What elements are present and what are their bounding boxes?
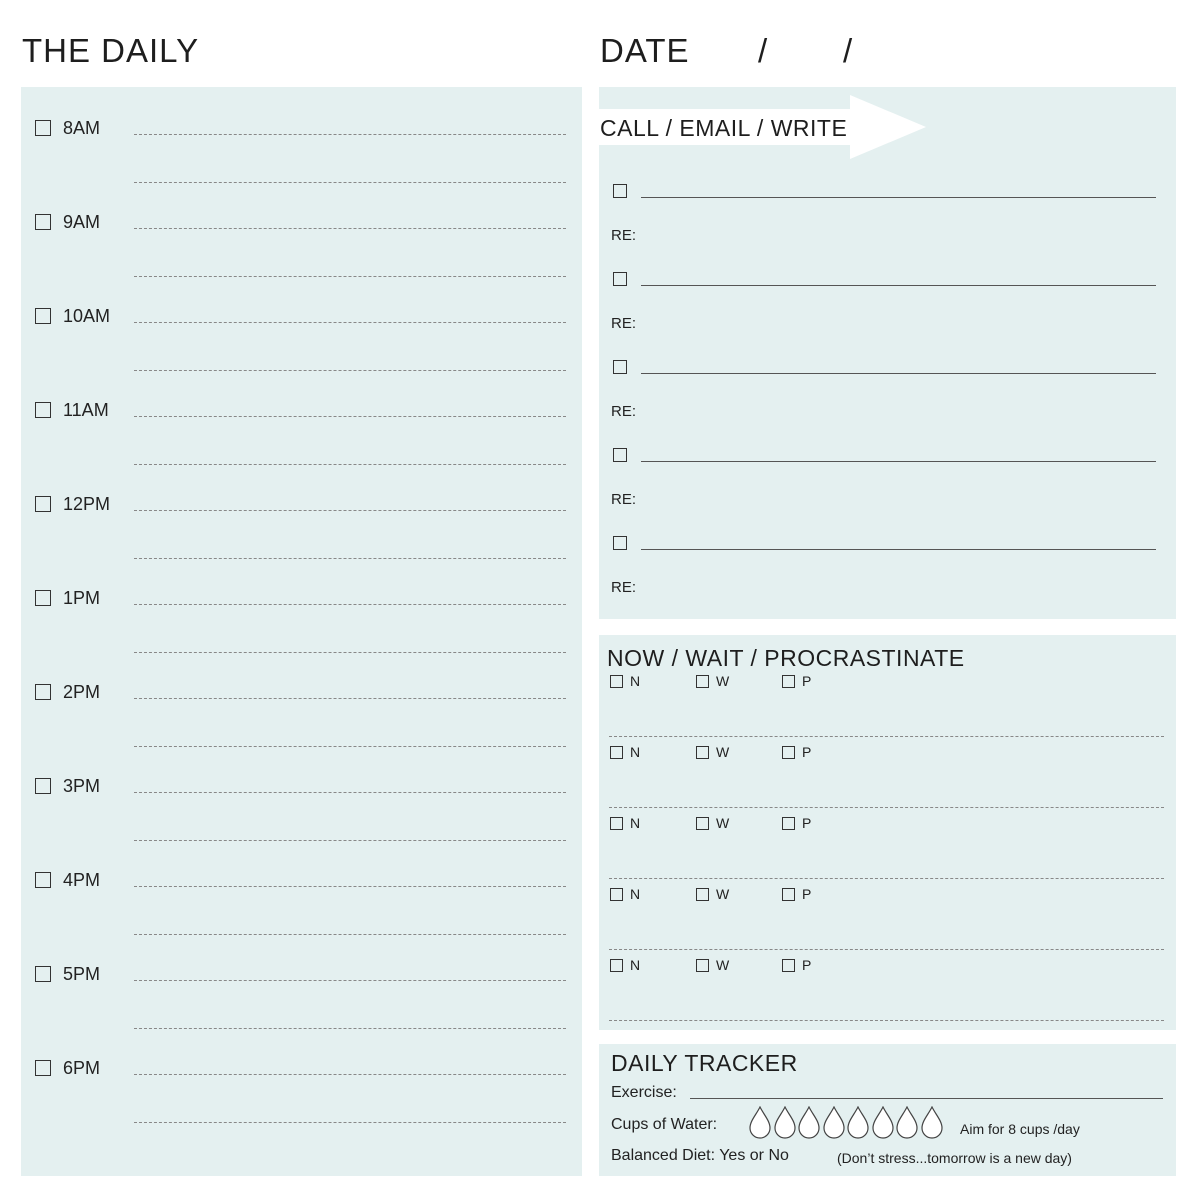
time-checkbox[interactable] (35, 308, 51, 324)
time-label: 8AM (63, 118, 101, 138)
water-drop-icon[interactable] (871, 1106, 895, 1140)
schedule-panel (21, 87, 582, 1176)
water-drop-icon[interactable] (797, 1106, 821, 1140)
date-label: DATE (600, 32, 690, 69)
schedule-line[interactable] (134, 1122, 566, 1123)
schedule-line[interactable] (134, 746, 566, 747)
nwp-option-label: N (630, 673, 641, 689)
nwp-option-label: N (630, 744, 641, 760)
nwp-title: NOW / WAIT / PROCRASTINATE (607, 645, 965, 671)
contact-line[interactable] (641, 373, 1156, 374)
contact-checkbox[interactable] (613, 184, 627, 198)
contact-line[interactable] (641, 461, 1156, 462)
nwp-option-label: W (716, 886, 730, 902)
re-label: RE: (611, 579, 637, 596)
nwp-checkbox[interactable] (610, 817, 623, 830)
schedule-line[interactable] (134, 1074, 566, 1075)
time-checkbox[interactable] (35, 402, 51, 418)
water-drop-icon[interactable] (773, 1106, 797, 1140)
nwp-option-label: W (716, 744, 730, 760)
time-label: 4PM (63, 870, 101, 890)
time-label: 5PM (63, 964, 101, 984)
nwp-line[interactable] (609, 949, 1164, 950)
contact-line[interactable] (641, 285, 1156, 286)
schedule-line[interactable] (134, 886, 566, 887)
nwp-panel (599, 635, 1176, 1030)
nwp-option-label: W (716, 957, 730, 973)
schedule-line[interactable] (134, 322, 566, 323)
schedule-line[interactable] (134, 134, 566, 135)
nwp-option-label: P (802, 744, 812, 760)
time-checkbox[interactable] (35, 966, 51, 982)
nwp-checkbox[interactable] (696, 888, 709, 901)
time-checkbox[interactable] (35, 872, 51, 888)
date-separator: / (758, 32, 769, 69)
nwp-checkbox[interactable] (610, 959, 623, 972)
nwp-option-label: P (802, 673, 812, 689)
time-label: 6PM (63, 1058, 101, 1078)
nwp-line[interactable] (609, 807, 1164, 808)
time-label: 9AM (63, 212, 101, 232)
nwp-line[interactable] (609, 736, 1164, 737)
time-label: 3PM (63, 776, 101, 796)
contact-checkbox[interactable] (613, 272, 627, 286)
nwp-option-label: N (630, 886, 641, 902)
nwp-option-label: P (802, 886, 812, 902)
nwp-checkbox[interactable] (782, 675, 795, 688)
schedule-line[interactable] (134, 604, 566, 605)
time-label: 1PM (63, 588, 101, 608)
schedule-line[interactable] (134, 840, 566, 841)
water-drop-icon[interactable] (748, 1106, 772, 1140)
time-checkbox[interactable] (35, 496, 51, 512)
re-label: RE: (611, 403, 637, 420)
time-checkbox[interactable] (35, 120, 51, 136)
schedule-line[interactable] (134, 698, 566, 699)
schedule-line[interactable] (134, 464, 566, 465)
schedule-line[interactable] (134, 182, 566, 183)
time-checkbox[interactable] (35, 684, 51, 700)
contact-line[interactable] (641, 549, 1156, 550)
nwp-checkbox[interactable] (782, 888, 795, 901)
contact-checkbox[interactable] (613, 360, 627, 374)
nwp-checkbox[interactable] (610, 675, 623, 688)
time-label: 11AM (63, 400, 109, 420)
schedule-line[interactable] (134, 276, 566, 277)
schedule-line[interactable] (134, 558, 566, 559)
schedule-line[interactable] (134, 792, 566, 793)
nwp-line[interactable] (609, 1020, 1164, 1021)
time-label: 2PM (63, 682, 101, 702)
nwp-checkbox[interactable] (782, 746, 795, 759)
schedule-line[interactable] (134, 652, 566, 653)
schedule-line[interactable] (134, 510, 566, 511)
time-checkbox[interactable] (35, 778, 51, 794)
contact-panel (599, 87, 1176, 619)
schedule-line[interactable] (134, 228, 566, 229)
date-separator: / (843, 32, 854, 69)
page-title: THE DAILY (22, 32, 200, 69)
schedule-line[interactable] (134, 980, 566, 981)
contact-checkbox[interactable] (613, 448, 627, 462)
nwp-option-label: P (802, 957, 812, 973)
schedule-line[interactable] (134, 370, 566, 371)
exercise-line[interactable] (690, 1098, 1163, 1099)
nwp-option-label: W (716, 673, 730, 689)
contact-line[interactable] (641, 197, 1156, 198)
nwp-option-label: P (802, 815, 812, 831)
contact-checkbox[interactable] (613, 536, 627, 550)
nwp-checkbox[interactable] (696, 675, 709, 688)
nwp-option-label: N (630, 815, 641, 831)
contact-title: CALL / EMAIL / WRITE (600, 115, 848, 141)
time-label: 10AM (63, 306, 111, 326)
nwp-checkbox[interactable] (782, 959, 795, 972)
time-checkbox[interactable] (35, 1060, 51, 1076)
water-note: Aim for 8 cups /day (960, 1121, 1080, 1137)
nwp-checkbox[interactable] (782, 817, 795, 830)
nwp-option-label: W (716, 815, 730, 831)
nwp-checkbox[interactable] (696, 746, 709, 759)
diet-note: (Don’t stress...tomorrow is a new day) (837, 1150, 1072, 1166)
water-label: Cups of Water: (611, 1116, 718, 1133)
time-checkbox[interactable] (35, 214, 51, 230)
diet-label: Balanced Diet: Yes or No (611, 1147, 789, 1164)
water-drop-icon[interactable] (822, 1106, 846, 1140)
nwp-checkbox[interactable] (696, 959, 709, 972)
time-label: 12PM (63, 494, 111, 514)
nwp-checkbox[interactable] (696, 817, 709, 830)
tracker-title: DAILY TRACKER (611, 1050, 798, 1076)
schedule-line[interactable] (134, 1028, 566, 1029)
nwp-line[interactable] (609, 878, 1164, 879)
water-drop-icon[interactable] (846, 1106, 870, 1140)
water-drop-icon[interactable] (895, 1106, 919, 1140)
nwp-option-label: N (630, 957, 641, 973)
re-label: RE: (611, 491, 637, 508)
nwp-checkbox[interactable] (610, 746, 623, 759)
exercise-label: Exercise: (611, 1084, 677, 1101)
re-label: RE: (611, 315, 637, 332)
time-checkbox[interactable] (35, 590, 51, 606)
re-label: RE: (611, 227, 637, 244)
water-drop-icon[interactable] (920, 1106, 944, 1140)
schedule-line[interactable] (134, 416, 566, 417)
schedule-line[interactable] (134, 934, 566, 935)
nwp-checkbox[interactable] (610, 888, 623, 901)
